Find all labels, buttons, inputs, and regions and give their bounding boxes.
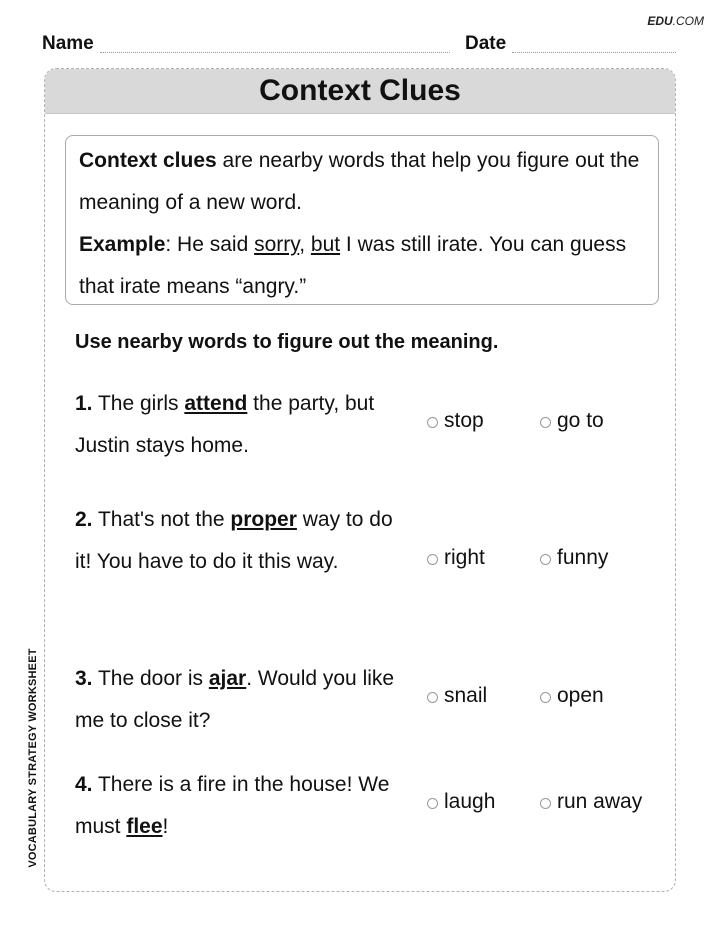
option-q1-b[interactable]: go to [540,409,604,433]
option-q2-b[interactable]: funny [540,546,608,570]
radio-icon[interactable] [427,798,438,809]
key-word: proper [230,508,297,531]
key-word: flee [126,815,163,838]
instruction: Use nearby words to figure out the meaning. [75,331,499,353]
radio-icon[interactable] [540,417,551,428]
question-number: 1. [75,392,93,415]
question-number: 4. [75,773,93,796]
example-text: Example: He said sorry, but I was still irate. You can guess that irate means “angry.” [79,233,627,298]
question-1: 1. The girls attend the party, but Justin stays home. [75,392,375,457]
radio-icon[interactable] [540,798,551,809]
date-line[interactable] [512,52,676,53]
key-word: attend [184,392,248,415]
brand-logo: EDU.COM [647,14,704,28]
worksheet-title: Context Clues [45,69,675,114]
key-word: ajar [208,667,247,690]
option-q4-b[interactable]: run away [540,790,642,814]
option-q4-a[interactable]: laugh [427,790,495,814]
option-q3-b[interactable]: open [540,684,604,708]
question-number: 2. [75,508,93,531]
question-2: 2. That's not the proper way to do it! You have to do it this way. [75,508,393,573]
radio-icon[interactable] [540,692,551,703]
worksheet-card [44,68,676,892]
definition-box [65,135,659,305]
date-label: Date [465,33,507,54]
question-4: 4. There is a fire in the house! We must flee! [75,773,390,838]
radio-icon[interactable] [540,554,551,565]
question-3: 3. The door is ajar. Would you like me to close it? [75,667,395,732]
option-q3-a[interactable]: snail [427,684,487,708]
radio-icon[interactable] [427,692,438,703]
radio-icon[interactable] [427,554,438,565]
question-number: 3. [75,667,93,690]
name-label: Name [42,33,94,54]
radio-icon[interactable] [427,417,438,428]
definition-text: Context clues are nearby words that help you figure out the meaning of a new word. [79,149,640,214]
option-q2-a[interactable]: right [427,546,485,570]
option-q1-a[interactable]: stop [427,409,484,433]
side-label: VOCABULARY STRATEGY WORKSHEET [27,648,39,868]
name-line[interactable] [100,52,450,53]
